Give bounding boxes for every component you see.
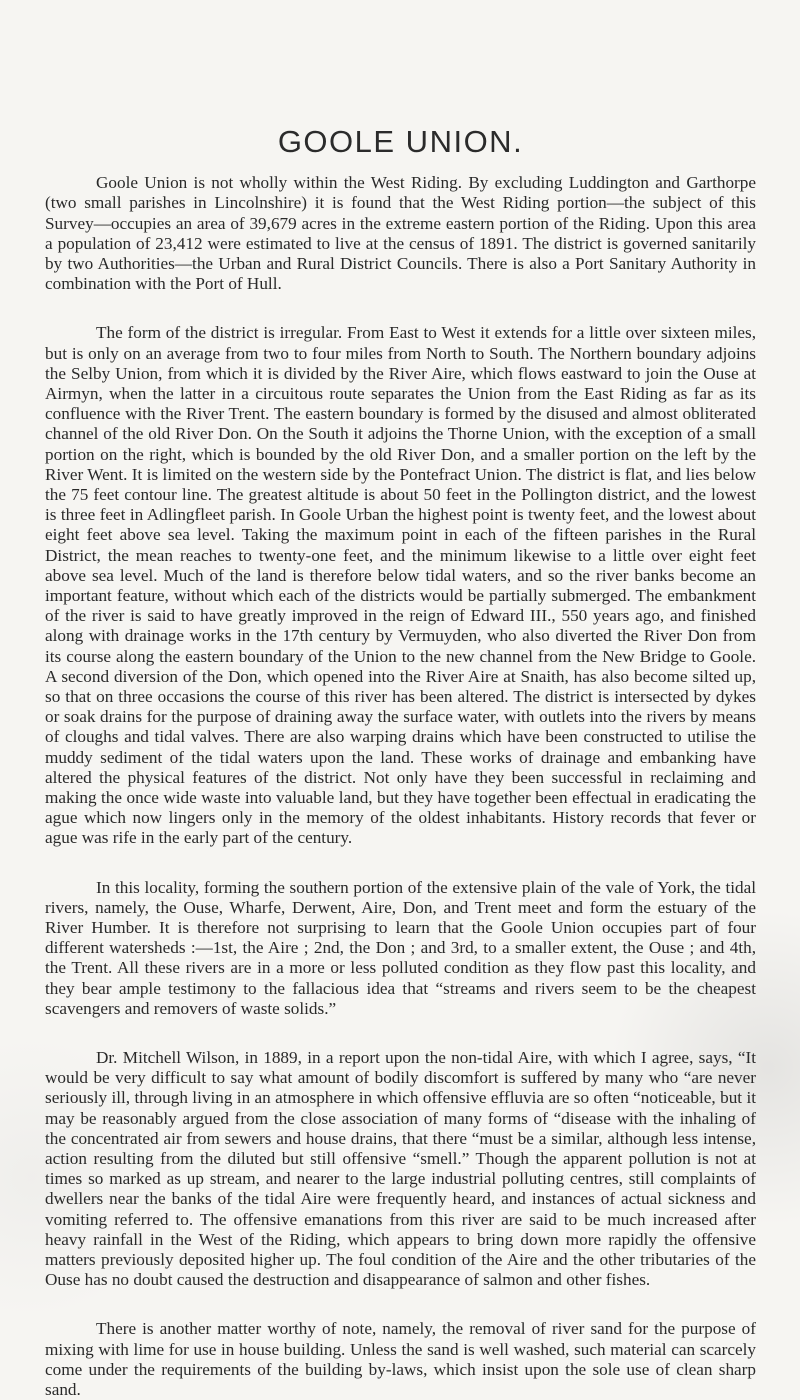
paragraph-rivers-watersheds: In this locality, forming the southern portion of the extensive plain of the vale of York, the tidal rivers, namely, the Ouse, Wharfe, Derwent, Aire, Don, and Trent meet and form the estuary of the River Humber. It is therefore not surprising to learn that the Goole Union occupies part of four different watersheds :—1st, the Aire ; 2nd, the Don ; and 3rd, to a smaller extent, the Ouse ; and 4th, the Trent. All these rivers are in a more or less polluted condition as they flow past this locality, and they bear ample testimony to the fallacious idea that “streams and rivers seem to be the cheapest scavengers and removers of waste solids.”	[45, 877, 756, 1018]
paragraph-district-form: The form of the district is irregular. From East to West it extends for a little over sixteen miles, but is only on an average from two to four miles from North to South. The Northern boundary adjoins the Selby Union, from which it is divided by the River Aire, which flows eastward to join the Ouse at Airmyn, when the latter in a circuitous route separates the Union from the East Riding as far as its confluence with the River Trent. The eastern boundary is formed by the disused and almost obliterated channel of the old River Don. On the South it adjoins the Thorne Union, with the exception of a small portion on the right, which is bounded by the old River Don, and a smaller portion on the left by the River Went. It is limited on the western side by the Pontefract Union. The district is flat, and lies below the 75 feet contour line. The greatest altitude is about 50 feet in the Pollington district, and the lowest is three feet in Adlingfleet parish. In Goole Urban the highest point is twenty feet, and the lowest about eight feet above sea level. Taking the maximum point in each of the fifteen parishes in the Rural District, the mean reaches to twenty-one feet, and the minimum likewise to a little over eight feet above sea level. Much of the land is therefore below tidal waters, and so the river banks become an important feature, without which each of the districts would be partially submerged. The embankment of the river is said to have greatly improved in the reign of Edward III., 550 years ago, and finished along with drainage works in the 17th century by Vermuyden, who also diverted the River Don from its course along the eastern boundary of the Union to the new channel from the New Bridge to Goole. A second diversion of the Don, which opened into the River Aire at Snaith, has also become silted up, so that on three occasions the course of this river has been altered. The district is intersected by dykes or soak drains for the purpose of draining away the surface water, with outlets into the rivers by means of cloughs and tidal valves. There are also warping drains which have been constructed to utilise the muddy sediment of the tidal waters upon the land. These works of drainage and embanking have altered the physical features of the district. Not only have they been successful in reclaiming and making the once wide waste into valuable land, but they have together been effectual in eradicating the ague which now lingers only in the memory of the oldest inhabitants. History records that fever or ague was rife in the early part of the century.	[45, 323, 756, 848]
paragraph-river-sand: There is another matter worthy of note, namely, the removal of river sand for the purpose of mixing with lime for use in house building. Unless the sand is well washed, such material can scarcely come under the requirements of the building by-laws, which insist upon the sole use of clean sharp sand.	[45, 1319, 756, 1400]
paragraph-river-pollution: Dr. Mitchell Wilson, in 1889, in a report upon the non-tidal Aire, with which I agree, says, “It would be very difficult to say what amount of bodily discomfort is suffered by many who “are never seriously ill, through living in an atmosphere in which offensive effluvia are so often “noticeable, but it may be reasonably argued from the close association of many forms of “disease with the inhaling of the concentrated air from sewers and house drains, that there “must be a similar, although less intense, action resulting from the diluted but still offensive “smell.” Though the apparent pollution is not at times so marked as up stream, and nearer to the large industrial polluting centres, still complaints of dwellers near the banks of the tidal Aire were frequently heard, and instances of actual sickness and vomiting referred to. The offensive emanations from this river are said to be much increased after heavy rainfall in the West of the Riding, which appears to bring down more rapidly the offensive matters previously deposited higher up. The foul condition of the Aire and the other tributaries of the Ouse has no doubt caused the destruction and disappearance of salmon and other fishes.	[45, 1048, 756, 1290]
page-title: GOOLE UNION.	[277, 124, 524, 159]
paragraph-introduction: Goole Union is not wholly within the West Riding. By excluding Luddington and Garthorpe (two small parishes in Lincolnshire) it is found that the West Riding portion—the subject of this Survey—occupies an area of 39,679 acres in the extreme eastern portion of the Riding. Upon this area a population of 23,412 were estimated to live at the census of 1891. The district is governed sanitarily by two Authorities—the Urban and Rural District Councils. There is also a Port Sanitary Authority in combination with the Port of Hull.	[45, 173, 756, 294]
